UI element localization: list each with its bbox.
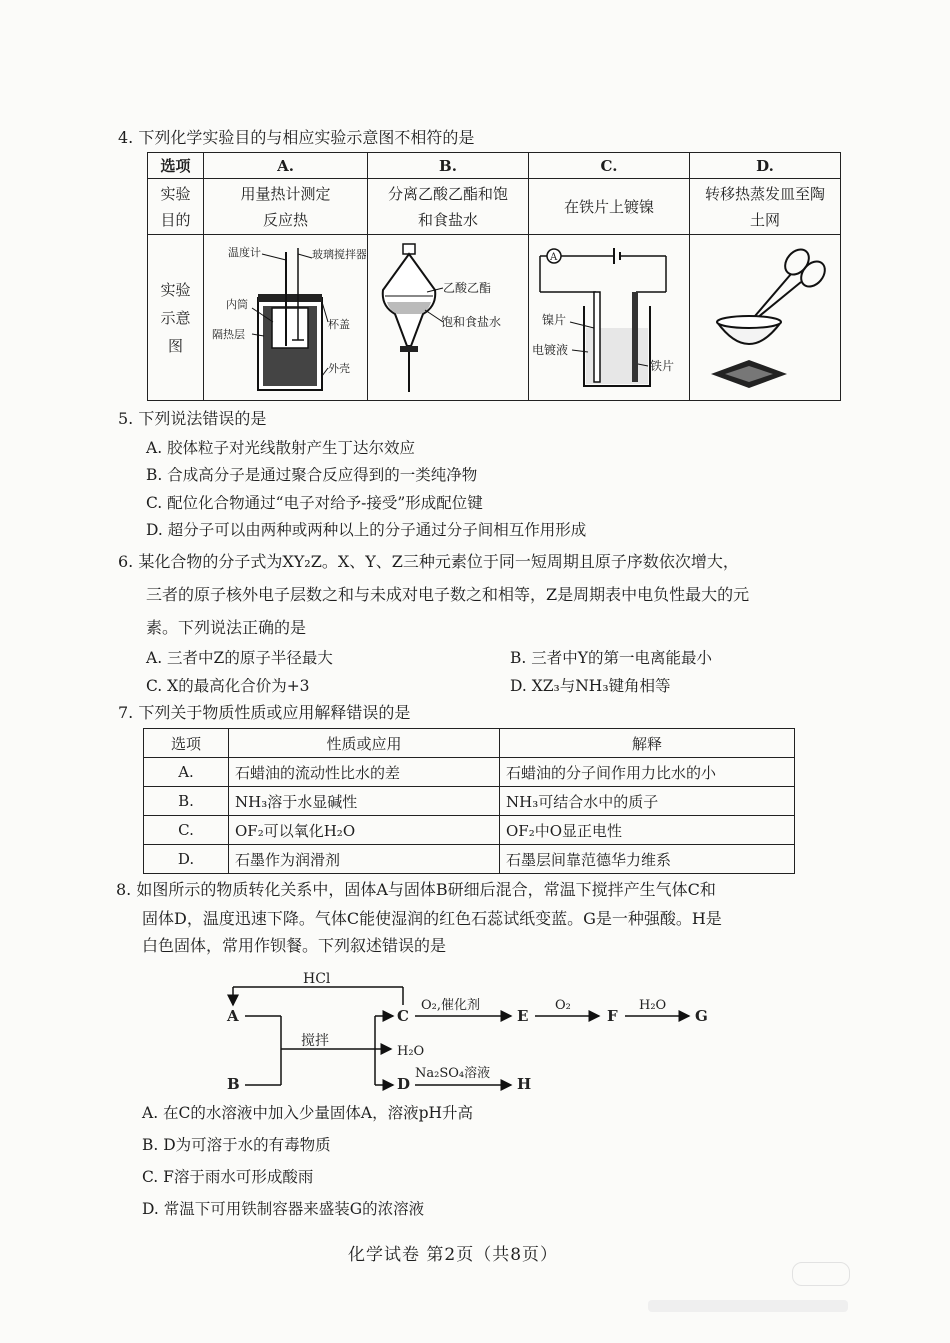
- fig-a-label-lid: 杯盖: [327, 317, 350, 331]
- q5-option-b: B. 合成高分子是通过聚合反应得到的一类纯净物: [146, 466, 478, 484]
- q6-option-d: D. XZ₃与NH₃键角相等: [510, 677, 671, 695]
- q7-row-c-explanation: OF₂中O显正电性: [500, 816, 795, 845]
- q8-option-b: B. D为可溶于水的有毒物质: [142, 1136, 331, 1154]
- q7-row-c: [144, 816, 795, 845]
- q8-node-f: F: [607, 1007, 618, 1025]
- q4-purpose-d: 转移热蒸发皿至陶土网: [690, 179, 841, 235]
- q8-line-3: 白色固体，常用作钡餐。下列叙述错误的是: [142, 936, 447, 955]
- q7-row-a-explanation: 石蜡油的分子间作用力比水的小: [500, 758, 795, 787]
- q4-purpose-label: 实验目的: [148, 179, 204, 235]
- fig-b-label-brine: 饱和食盐水: [441, 314, 502, 329]
- q4-header-c: C.: [529, 153, 690, 179]
- q5-stem: 5. 下列说法错误的是: [118, 409, 267, 428]
- q7-row-a: [144, 758, 795, 787]
- q8-node-h2o: H₂O: [397, 1044, 425, 1059]
- q4-diagram-label: 实验示意图: [148, 235, 204, 401]
- q8-node-a: A: [227, 1007, 239, 1025]
- q8-conversion-diagram: [215, 965, 735, 1095]
- q7-header-option: 选项: [144, 729, 229, 758]
- q6-option-b: B. 三者中Y的第一电离能最小: [510, 649, 712, 667]
- q7-stem: 7. 下列关于物质性质或应用解释错误的是: [118, 703, 411, 722]
- fig-b-label-ester: 乙酸乙酯: [443, 280, 492, 295]
- q8-option-c: C. F溶于雨水可形成酸雨: [142, 1168, 314, 1186]
- fig-c-label-solution: 电镀液: [532, 342, 569, 357]
- q4-diagram-c: [529, 235, 690, 401]
- electroplating-diagram: [530, 236, 688, 396]
- q7-row-c-property: OF₂可以氧化H₂O: [229, 816, 500, 845]
- q5-option-a: A. 胶体粒子对光线散射产生丁达尔效应: [146, 439, 416, 457]
- calorimeter-diagram: [206, 236, 366, 396]
- q8-cond-2: O₂: [555, 998, 571, 1013]
- q8-label-stir: 搅拌: [301, 1033, 329, 1049]
- q4-purpose-b: 分离乙酸乙酯和饱和食盐水: [368, 179, 529, 235]
- q8-line-1: 8. 如图所示的物质转化关系中，固体A与固体B研细后混合，常温下搅拌产生气体C和: [116, 880, 716, 899]
- fig-c-label-nickel: 镍片: [542, 312, 567, 327]
- q7-row-a-option: A.: [144, 758, 229, 787]
- q4-purpose-c: 在铁片上镀镍: [529, 179, 690, 235]
- q6-option-c: C. X的最高化合价为+3: [146, 677, 310, 695]
- q8-option-a: A. 在C的水溶液中加入少量固体A，溶液pH升高: [142, 1104, 474, 1122]
- q7-row-b-explanation: NH₃可结合水中的质子: [500, 787, 795, 816]
- q4-header-option: 选项: [148, 153, 204, 179]
- q8-line-2: 固体D，温度迅速下降。气体C能使湿润的红色石蕊试纸变蓝。G是一种强酸。H是: [142, 909, 722, 928]
- fig-a-label-shell: 外壳: [327, 361, 350, 375]
- q7-header-property: 性质或应用: [229, 729, 500, 758]
- q7-row-b-option: B.: [144, 787, 229, 816]
- q7-row-d-explanation: 石墨层间靠范德华力维系: [500, 845, 795, 874]
- q4-diagram-a: [204, 235, 368, 401]
- q5-option-c: C. 配位化合物通过“电子对给予-接受”形成配位键: [146, 494, 483, 512]
- q8-cond-1: O₂,催化剂: [421, 998, 481, 1013]
- q4-purpose-a: 用量热计测定反应热: [204, 179, 368, 235]
- q7-row-d-option: D.: [144, 845, 229, 874]
- q7-row-d: [144, 845, 795, 874]
- q7-row-d-property: 石墨作为润滑剂: [229, 845, 500, 874]
- q7-row-a-property: 石蜡油的流动性比水的差: [229, 758, 500, 787]
- q6-line-3: 素。下列说法正确的是: [146, 618, 307, 637]
- fig-a-label-stirrer: 玻璃搅拌器: [311, 247, 366, 261]
- page-footer: 化学试卷 第2页（共8页）: [348, 1245, 559, 1265]
- q4-header-a: A.: [204, 153, 368, 179]
- q7-row-c-option: C.: [144, 816, 229, 845]
- q7-table: [143, 728, 795, 874]
- separatory-funnel-diagram: [369, 236, 527, 396]
- q8-node-h: H: [517, 1075, 532, 1093]
- q4-stem: 4. 下列化学实验目的与相应实验示意图不相符的是: [118, 128, 475, 147]
- q8-node-d: D: [397, 1075, 411, 1093]
- q7-row-b: [144, 787, 795, 816]
- q6-line-2: 三者的原子核外电子层数之和与未成对电子数之和相等，Z是周期表中电负性最大的元: [146, 585, 750, 604]
- fig-a-label-insulation: 隔热层: [211, 327, 245, 341]
- q8-node-b: B: [227, 1075, 240, 1093]
- q6-line-1: 6. 某化合物的分子式为XY₂Z。X、Y、Z三种元素位于同一短周期且原子序数依次增大，: [118, 552, 739, 571]
- q8-option-d: D. 常温下可用铁制容器来盛装G的浓溶液: [142, 1200, 425, 1218]
- fig-a-label-thermometer: 温度计: [227, 245, 261, 259]
- q4-header-d: D.: [690, 153, 841, 179]
- fig-c-ammeter-label: A: [550, 251, 558, 263]
- q4-table: [147, 152, 841, 401]
- q8-label-hcl: HCl: [303, 971, 331, 987]
- q4-diagram-b: [368, 235, 529, 401]
- q8-node-e: E: [517, 1007, 529, 1025]
- watermark-logo: [792, 1262, 850, 1286]
- q8-cond-3: H₂O: [639, 998, 667, 1013]
- q8-node-c: C: [397, 1007, 409, 1025]
- evaporating-dish-diagram: [691, 236, 839, 396]
- q8-node-g: G: [695, 1007, 708, 1025]
- q4-diagram-d: [690, 235, 841, 401]
- q6-option-a: A. 三者中Z的原子半径最大: [146, 649, 333, 667]
- fig-a-label-inner-cup: 内筒: [225, 297, 248, 311]
- q7-row-b-property: NH₃溶于水显碱性: [229, 787, 500, 816]
- fig-c-label-iron: 铁片: [650, 358, 675, 373]
- watermark-strip: [648, 1300, 848, 1312]
- q4-header-b: B.: [368, 153, 529, 179]
- q5-option-d: D. 超分子可以由两种或两种以上的分子通过分子间相互作用形成: [146, 521, 587, 539]
- q8-cond-4: Na₂SO₄溶液: [415, 1066, 491, 1081]
- q7-header-explanation: 解释: [500, 729, 795, 758]
